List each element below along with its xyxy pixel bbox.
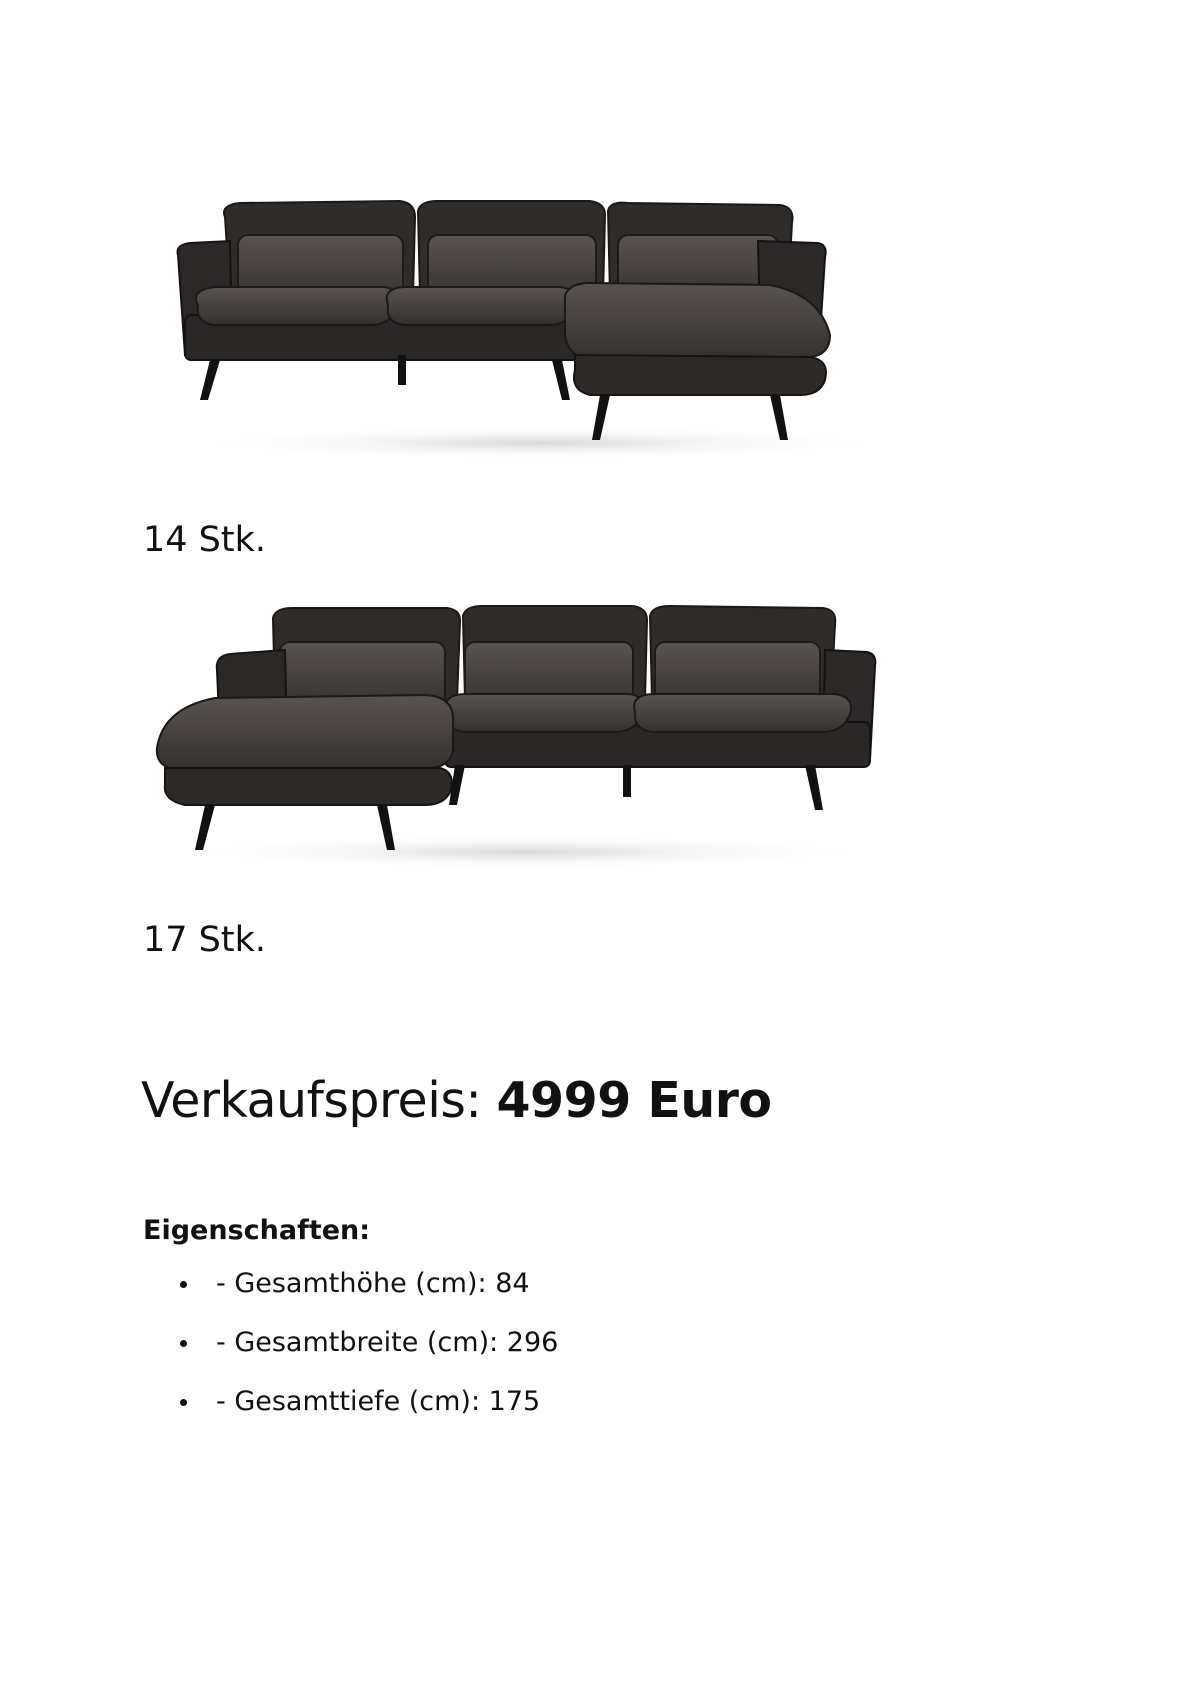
property-text: - Gesamttiefe (cm): 175	[216, 1386, 541, 1417]
property-text: - Gesamthöhe (cm): 84	[216, 1268, 530, 1299]
quantity-label-2: 17 Stk.	[143, 920, 266, 960]
price-label: Verkaufspreis:	[141, 1072, 482, 1129]
property-height	[180, 1268, 558, 1327]
property-text: - Gesamtbreite (cm): 296	[216, 1327, 559, 1358]
bullet-icon	[180, 1340, 187, 1347]
price-value: 4999 Euro	[496, 1072, 772, 1129]
sofa-chaise-left-image	[155, 600, 895, 870]
sofa-chaise-right-image	[170, 195, 910, 465]
sale-price	[141, 1073, 772, 1129]
bullet-icon	[180, 1399, 187, 1406]
quantity-label-1: 14 Stk.	[143, 520, 266, 560]
property-width	[180, 1327, 558, 1386]
properties-list	[180, 1268, 558, 1445]
properties-heading: Eigenschaften:	[143, 1215, 371, 1246]
bullet-icon	[180, 1281, 187, 1288]
property-depth	[180, 1386, 558, 1445]
